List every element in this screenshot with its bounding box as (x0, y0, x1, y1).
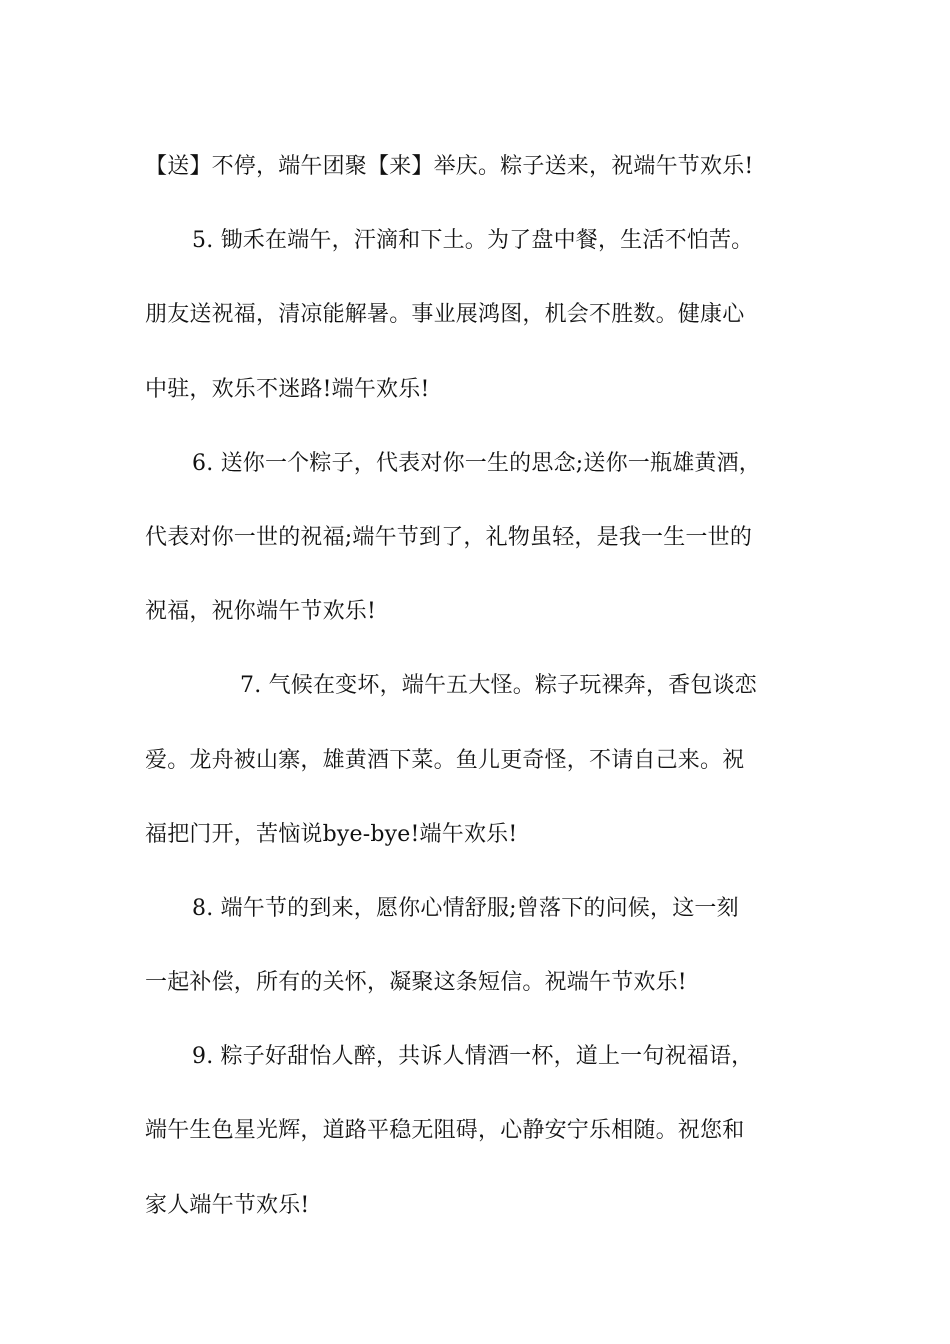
text-line-3: 朋友送祝福，清凉能解暑。事业展鸿图，机会不胜数。健康心 (145, 302, 745, 328)
text-line-11: 8. 端午节的到来，愿你心情舒服;曾落下的问候，这一刻 (192, 895, 739, 921)
text-line-7: 祝福，祝你端午节欢乐! (145, 599, 377, 625)
text-line-4: 中驻，欢乐不迷路!端午欢乐! (145, 376, 430, 402)
text-line-6: 代表对你一世的祝福;端午节到了，礼物虽轻，是我一生一世的 (145, 524, 753, 550)
text-line-10: 福把门开，苦恼说bye-bye!端午欢乐! (145, 821, 518, 847)
text-line-14: 端午生色星光辉，道路平稳无阻碍，心静安宁乐相随。祝您和 (145, 1118, 745, 1144)
text-line-12: 一起补偿，所有的关怀，凝聚这条短信。祝端午节欢乐! (145, 970, 687, 996)
text-line-9: 爱。龙舟被山寨，雄黄酒下菜。鱼儿更奇怪，不请自己来。祝 (145, 747, 745, 773)
text-line-2: 5. 锄禾在端午，汗滴和下土。为了盘中餐，生活不怕苦。 (192, 228, 754, 254)
text-line-1: 【送】不停，端午团聚【来】举庆。粽子送来，祝端午节欢乐! (145, 154, 754, 179)
text-line-13: 9. 粽子好甜怡人醉，共诉人情酒一杯，道上一句祝福语， (192, 1044, 754, 1070)
body-text (145, 130, 810, 1243)
text-line-8: 7. 气候在变坏，端午五大怪。粽子玩裸奔，香包谈恋 (240, 673, 757, 699)
text-line-5: 6. 送你一个粽子，代表对你一生的思念;送你一瓶雄黄酒， (192, 450, 761, 476)
text-line-15: 家人端午节欢乐! (145, 1192, 310, 1218)
